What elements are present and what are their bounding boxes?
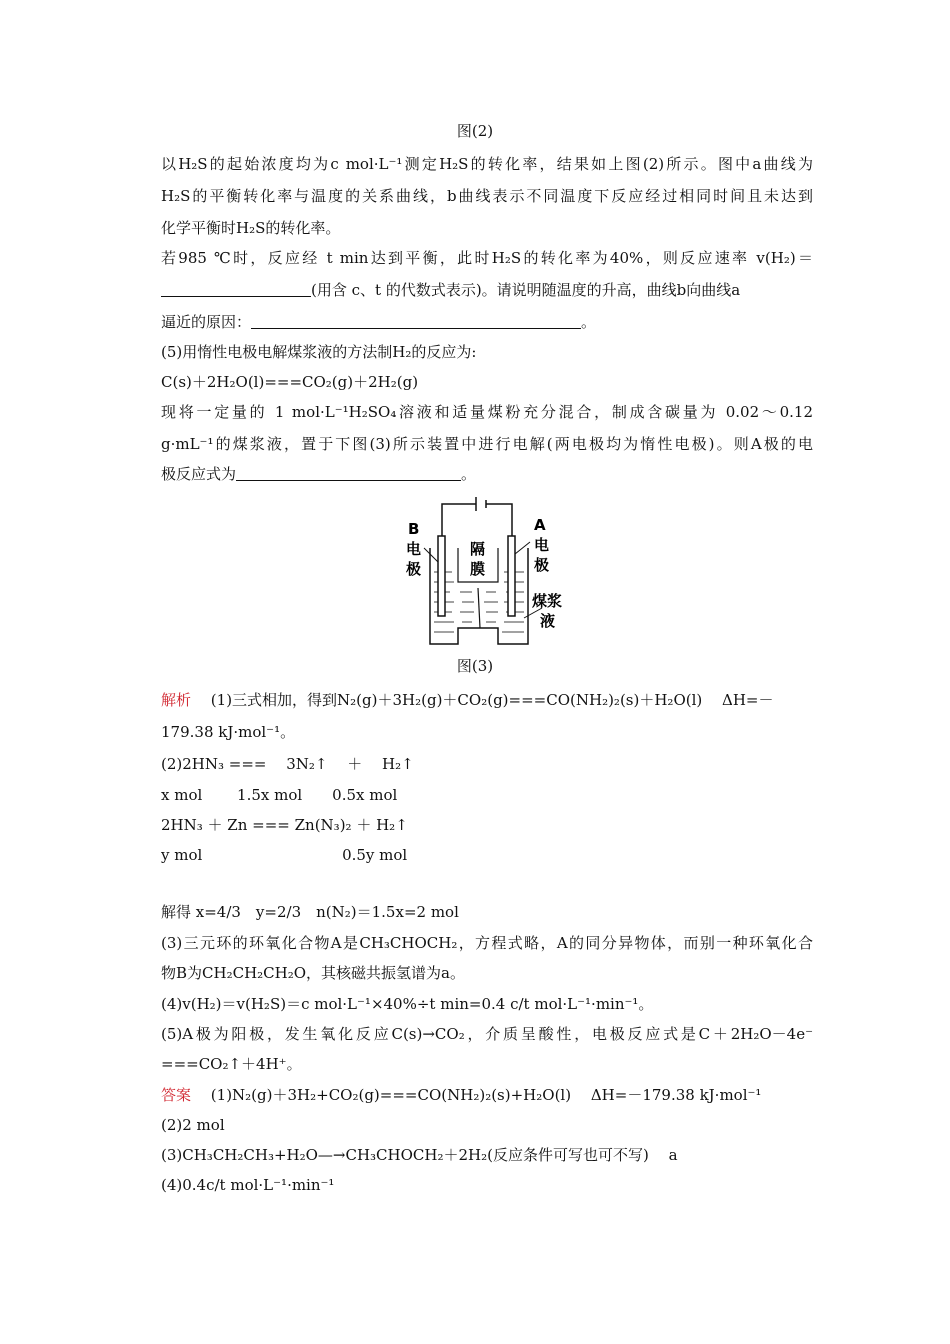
label-slurry-2: 液	[540, 612, 556, 630]
electrode-a	[508, 536, 515, 616]
analysis-line-7: 解得 x=4/3 y=2/3 n(N₂)＝1.5x=2 mol	[161, 903, 459, 921]
label-a-electrode-1: 电	[534, 536, 550, 554]
answer-text-1: (1)N₂(g)＋3H₂+CO₂(g)===CO(NH₂)₂(s)+H₂O(l) ΔH=－179.38 kJ·mol⁻¹	[210, 1086, 762, 1104]
problem-5-text-line-3: 现将一定量的 1 mol·L⁻¹H₂SO₄溶液和适量煤粉充分混合，制成含碳量为 0.02～0.12	[161, 403, 813, 421]
analysis-tag: 解析	[161, 691, 192, 709]
label-b-electrode-2: 极	[406, 560, 422, 578]
problem-4-text-line-2: H₂S的平衡转化率与温度的关系曲线，b曲线表示不同温度下反应经过相同时间且未达到	[161, 187, 813, 205]
problem-5-line-5-end: 。	[461, 465, 477, 483]
answer-line-1	[161, 1085, 813, 1107]
label-membrane-2: 膜	[470, 560, 486, 578]
label-membrane-1: 隔	[470, 540, 486, 558]
label-slurry-1: 煤浆	[532, 592, 563, 610]
analysis-line-1	[161, 690, 813, 712]
problem-4-line-5-text: (用含 c、t 的代数式表示)。请说明随温度的升高，曲线b向曲线a	[311, 281, 741, 299]
membrane-line	[478, 588, 480, 628]
problem-4-text-line-5	[161, 280, 813, 302]
problem-4-text-line-4: 若985 ℃时，反应经 t min达到平衡，此时H₂S的转化率为40%，则反应速率 v(H₂)＝	[161, 249, 813, 267]
analysis-line-11: (5)A极为阳极，发生氧化反应C(s)→CO₂，介质呈酸性，电极反应式是C＋2H₂O－4e⁻	[161, 1025, 813, 1043]
analysis-line-8: (3)三元环的环氧化合物A是CH₃CHOCH₂，方程式略，A的同分异物体，而别一种环氧化合	[161, 934, 813, 952]
analysis-line-4: x mol 1.5x mol 0.5x mol	[161, 786, 398, 804]
analysis-line-6: y mol 0.5y mol	[161, 846, 408, 864]
answer-line-4: (4)0.4c/t mol·L⁻¹·min⁻¹	[161, 1176, 335, 1194]
answer-line-3: (3)CH₃CH₂CH₃+H₂O—→CH₃CHOCH₂＋2H₂(反应条件可写也可不写) a	[161, 1146, 678, 1164]
problem-4-text-line-3: 化学平衡时H₂S的转化率。	[161, 219, 341, 237]
electrode-b	[438, 536, 445, 616]
analysis-text-1: (1)三式相加，得到N₂(g)＋3H₂(g)＋CO₂(g)===CO(NH₂)₂(s)＋H₂O(l) ΔH=－	[210, 691, 774, 709]
battery-circuit	[442, 497, 512, 546]
problem-5-text-line-1: (5)用惰性电极电解煤浆液的方法制H₂的反应为:	[161, 343, 477, 361]
analysis-line-5: 2HN₃ ＋ Zn === Zn(N₃)₂ ＋ H₂↑	[161, 816, 408, 834]
analysis-line-3: (2)2HN₃ === 3N₂↑ ＋ H₂↑	[161, 755, 414, 773]
answer-blank-reason[interactable]	[251, 313, 581, 329]
electrolysis-diagram	[400, 488, 580, 650]
analysis-line-10: (4)v(H₂)＝v(H₂S)＝c mol·L⁻¹×40%÷t min=0.4 c/t mol·L⁻¹·min⁻¹。	[161, 995, 654, 1013]
label-b-electrode-1: 电	[406, 540, 422, 558]
problem-5-text-line-5	[161, 464, 813, 486]
problem-4-text-line-1: 以H₂S的起始浓度均为c mol·L⁻¹测定H₂S的转化率，结果如上图(2)所示。图中a曲线为	[161, 155, 813, 173]
problem-5-equation: C(s)＋2H₂O(l)===CO₂(g)＋2H₂(g)	[161, 373, 419, 391]
problem-4-line-6-lead: 逼近的原因：	[161, 313, 252, 331]
answer-blank-rate[interactable]	[161, 281, 311, 297]
problem-5-text-line-4: g·mL⁻¹的煤浆液，置于下图(3)所示装置中进行电解(两电极均为惰性电极)。则A极的电	[161, 435, 813, 453]
label-a-electrode-2: 极	[534, 556, 550, 574]
analysis-line-12: ===CO₂↑＋4H⁺。	[161, 1055, 302, 1073]
figure-2-caption: 图(2)	[456, 122, 494, 140]
answer-tag: 答案	[161, 1086, 192, 1104]
label-b: B	[408, 520, 420, 538]
figure-3-caption: 图(3)	[456, 657, 494, 675]
label-a: A	[534, 516, 546, 534]
analysis-line-2: 179.38 kJ·mol⁻¹。	[161, 723, 296, 741]
problem-5-line-5-lead: 极反应式为	[161, 465, 237, 483]
problem-4-text-line-6	[161, 312, 813, 334]
problem-4-line-6-end: 。	[581, 313, 597, 331]
answer-line-2: (2)2 mol	[161, 1116, 225, 1134]
answer-blank-electrode[interactable]	[236, 465, 461, 481]
analysis-line-9: 物B为CH₂CH₂CH₂O，其核磁共振氢谱为a。	[161, 964, 465, 982]
